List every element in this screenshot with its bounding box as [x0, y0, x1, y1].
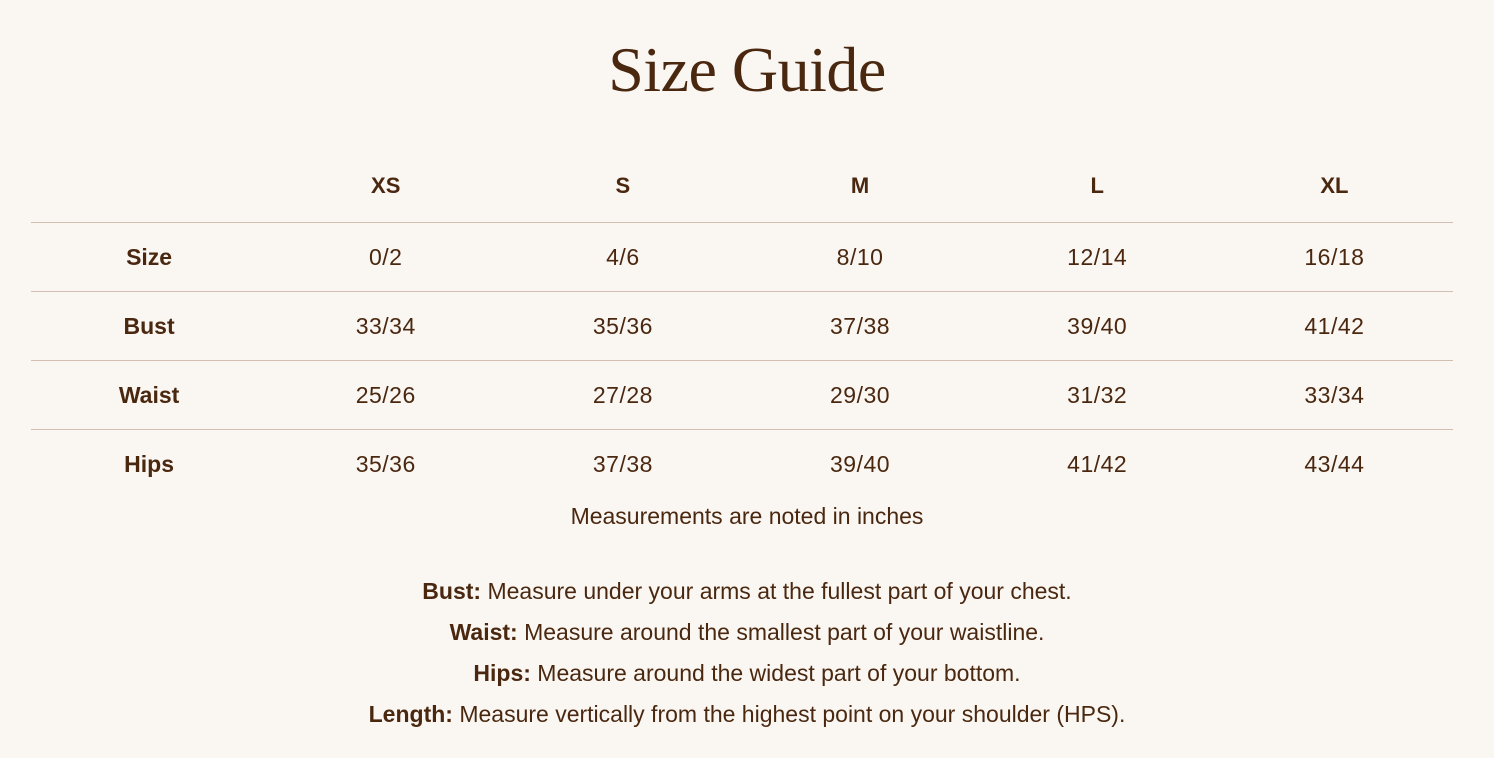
page-title: Size Guide — [608, 34, 886, 105]
table-cell: 27/28 — [504, 361, 741, 430]
table-cell: 41/42 — [1216, 292, 1453, 361]
table-cell: 25/26 — [267, 361, 504, 430]
guide-text: Measure vertically from the highest point on your shoulder (HPS). — [452, 701, 1126, 727]
table-cell: 39/40 — [979, 292, 1216, 361]
table-row-size — [31, 223, 1453, 292]
column-header-m: M — [741, 150, 978, 223]
row-label-size: Size — [126, 243, 173, 270]
guide-text: Measure around the smallest part of your waistline. — [517, 619, 1045, 645]
table-cell: 37/38 — [741, 292, 978, 361]
table-row-bust — [31, 292, 1453, 361]
guide-term: Hips: — [473, 660, 531, 686]
table-cell: 35/36 — [267, 430, 504, 499]
guide-item-waist — [0, 612, 1494, 653]
table-cell: 8/10 — [836, 243, 884, 270]
table-cell: 16/18 — [1304, 243, 1365, 270]
table-row-waist — [31, 361, 1453, 430]
guide-text: Measure under your arms at the fullest part of your chest. — [481, 578, 1072, 604]
guide-item-hips — [0, 653, 1494, 694]
table-cell: 43/44 — [1216, 430, 1453, 499]
guide-text: Measure around the widest part of your bottom. — [530, 660, 1021, 686]
row-label-hips: Hips — [31, 430, 267, 499]
guide-term: Waist: — [449, 619, 518, 645]
measuring-guide — [0, 571, 1494, 735]
column-header-corner — [31, 150, 267, 223]
table-cell: 29/30 — [741, 361, 978, 430]
table-cell: 33/34 — [1216, 361, 1453, 430]
row-label-bust: Bust — [31, 292, 267, 361]
table-cell: 37/38 — [504, 430, 741, 499]
measurement-unit-note: Measurements are noted in inches — [570, 503, 924, 529]
table-cell: 4/6 — [606, 243, 640, 270]
row-label-waist: Waist — [31, 361, 267, 430]
column-header-l: L — [979, 150, 1216, 223]
table-cell: 12/14 — [1067, 243, 1128, 270]
table-cell: 31/32 — [979, 361, 1216, 430]
size-table — [31, 150, 1453, 499]
table-cell: 33/34 — [267, 292, 504, 361]
table-cell: 0/2 — [368, 243, 403, 270]
table-row-hips — [31, 430, 1453, 499]
column-header-xs: XS — [267, 150, 504, 223]
table-header-row — [31, 150, 1453, 223]
guide-term: Length: — [368, 701, 453, 727]
column-header-xl: XL — [1216, 150, 1453, 223]
guide-item-length — [0, 694, 1494, 735]
guide-item-bust — [0, 571, 1494, 612]
table-cell: 35/36 — [504, 292, 741, 361]
guide-term: Bust: — [422, 578, 482, 604]
table-cell: 39/40 — [741, 430, 978, 499]
table-cell: 41/42 — [979, 430, 1216, 499]
column-header-s: S — [504, 150, 741, 223]
